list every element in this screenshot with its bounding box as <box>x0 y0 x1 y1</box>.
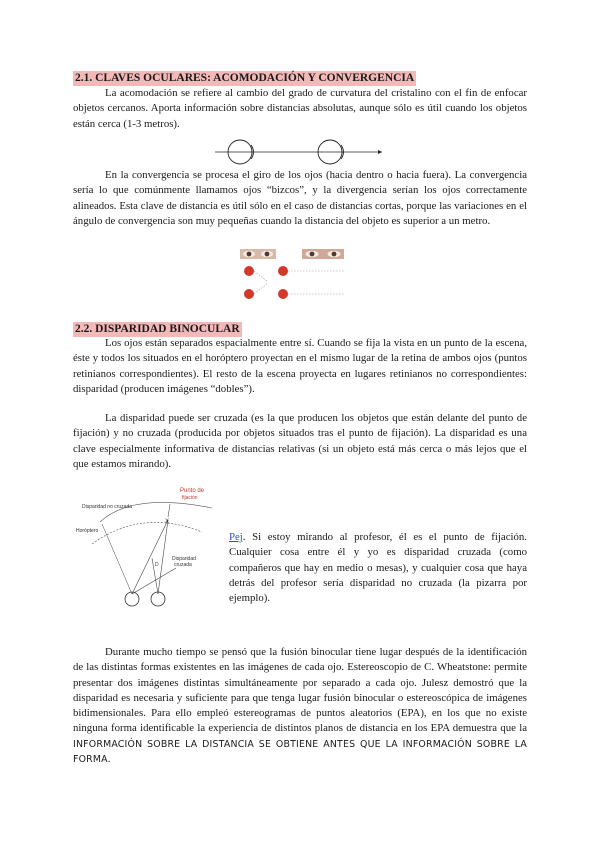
red-balls-illustration <box>240 263 350 305</box>
diagram-label-x: X <box>165 519 170 525</box>
diagram-label-d: D <box>155 562 159 568</box>
paragraph-ejemplo-profesor <box>229 530 527 606</box>
fusion-end: . <box>107 753 111 766</box>
paragraph-disparidad-cruzada: La disparidad puede ser cruzada (es la que producen los objetos que están delante del punto de fijación) y no cruzada (producida por objetos situados tras el punto de fijación). La disparidad es una clave especialmente informativa de distancias relativas (si un objeto está más cerca o más lejos que el que estamos mirando). <box>73 412 527 470</box>
section-heading-claves-oculares: 2.1. CLAVES OCULARES: ACOMODACIÓN Y CONVERGENCIA <box>75 72 415 84</box>
diagram-label-fixation-1: Punto de <box>180 488 205 494</box>
diagram-label-uncrossed: Disparidad no cruzada <box>82 504 133 510</box>
fusion-conclusion-caps: INFORMACIÓN SOBRE LA DISTANCIA SE OBTIENE ANTES QUE LA INFORMACIÓN SOBRE LA FORMA <box>73 738 527 766</box>
diagram-label-crossed-2: cruzada <box>174 562 192 568</box>
paragraph-fusion-binocular <box>73 645 527 767</box>
example-text: . Si estoy mirando al profesor, él es el punto de fijación. Cualquier cosa entre él y yo es disparidad cruzada (como compañeros que hay en medio o mesas), y cualquier cosa que haya detrás del profesor sería disparidad no cruzada (la pizarra por ejemplo). <box>229 531 527 605</box>
eye-convergence-diagram <box>210 137 390 167</box>
binocular-disparity-diagram <box>72 484 224 610</box>
fusion-text: Durante mucho tiempo se pensó que la fusión binocular tiene lugar después de la identificación de las distintas formas existentes en las imágenes de cada ojo. Estereoscopio de C. Wheatstone: permite presentar dos imágenes distintas simultáneamente por separado a cada ojo. Julesz demostró que la disparidad es necesaria y suficiente para que tenga lugar fusión binocular o estereoscópica de imágenes bidimensionales. Para ello empleó estereogramas de puntos aleatorios (EPA), en los que no existe ninguna forma identificable la experiencia de distintos planos de distancia en los EPA demuestra que la <box>73 646 527 735</box>
section-heading-disparidad-binocular: 2.2. DISPARIDAD BINOCULAR <box>75 323 240 335</box>
diagram-label-crossed-1: Disparidad <box>172 556 196 562</box>
paragraph-acomodacion: La acomodación se refiere al cambio del grado de curvatura del cristalino con el fin de enfocar objetos cercanos. Aporta información sobre distancias absolutas, aunque sólo es útil cuando los objetos están cerca (1-3 metros). <box>73 87 527 130</box>
diagram-label-fixation-2: fijación <box>182 495 198 501</box>
diagram-label-horopter: Horóptero <box>76 528 99 534</box>
eyes-photo-illustration <box>240 249 344 261</box>
paragraph-ojos-separados: Los ojos están separados espacialmente entre sí. Cuando se fija la vista en un punto de la escena, éste y todos los situados en el horóptero proyectan en el mismo lugar de la retina de ambos ojos (puntos retinianos correspondientes). El resto de la escena proyecta en lugares retinianos no correspondientes: disparidad (producen imágenes “dobles”). <box>73 337 527 395</box>
example-link[interactable]: Pej <box>229 531 243 543</box>
paragraph-convergencia: En la convergencia se procesa el giro de los ojos (hacia dentro o hacia fuera). La convergencia sería lo que comúnmente llamamos ojos “bizcos”, y la divergencia serían los ojos correctamente alineados. Esta clave de distancia es útil sólo en el caso de distancias cortas, porque las variaciones en el ángulo de convergencia son muy pequeñas cuando la distancia del objeto es superior a un metro. <box>73 169 527 227</box>
